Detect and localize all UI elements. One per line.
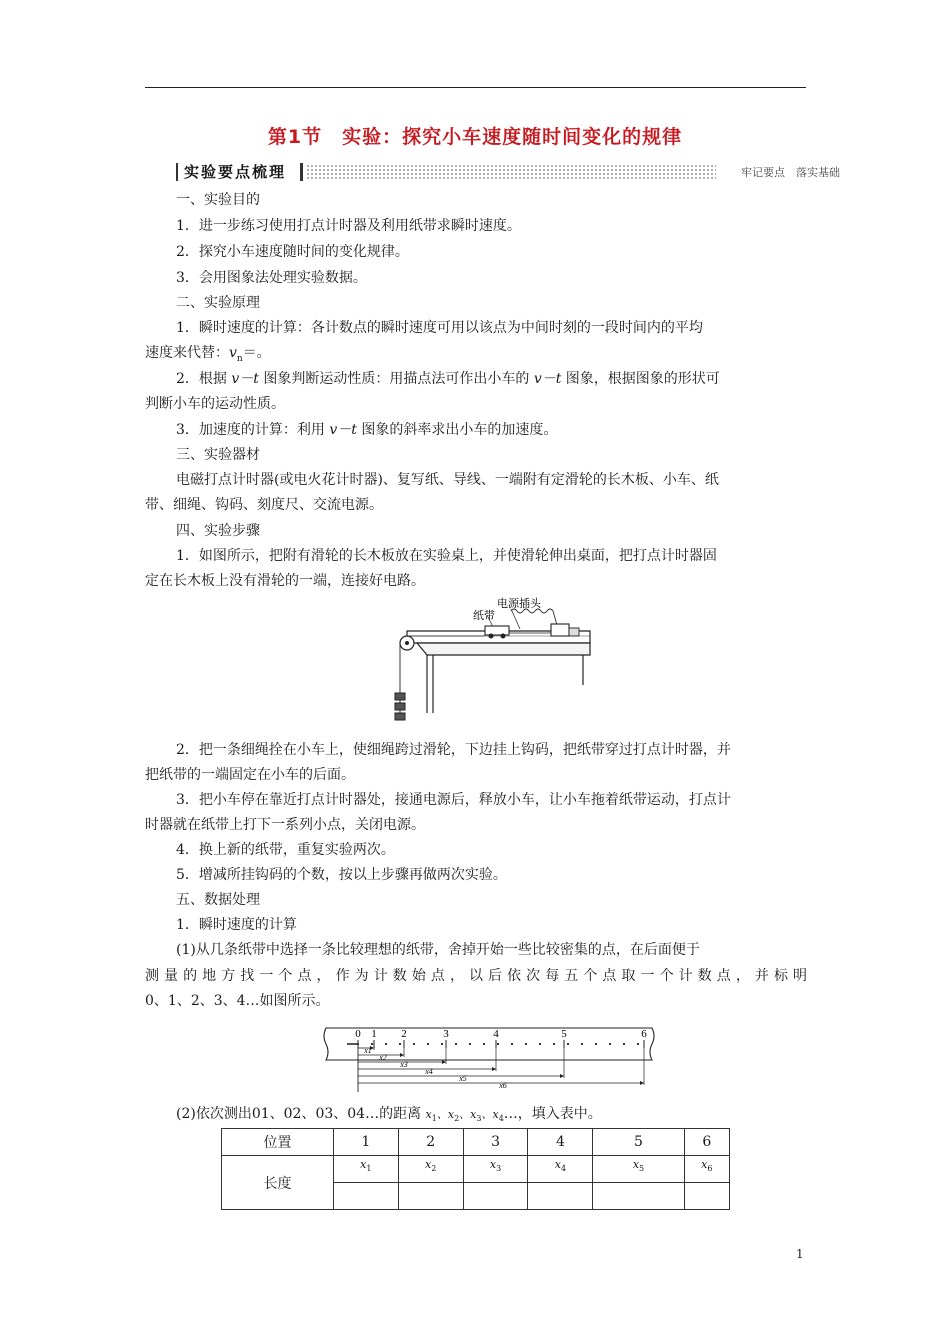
x-symbols: $x_1$、$x_2$、$x_3$、$x_4$ xyxy=(425,1108,504,1124)
table-cell xyxy=(398,1183,463,1210)
tape-dot xyxy=(347,1043,349,1045)
page-number: 1 xyxy=(796,1247,804,1261)
data-table xyxy=(221,1128,730,1210)
distance-label: x6 xyxy=(499,1081,507,1090)
section-heading: 四、实验步骤 xyxy=(176,523,260,539)
table-cell: 6 xyxy=(684,1129,729,1156)
tape-label: 6 xyxy=(641,1028,647,1040)
section-heading: 三、实验器材 xyxy=(176,447,260,463)
paragraph-line xyxy=(176,420,557,440)
paragraph-line: 1．如图所示，把附有滑轮的长木板放在实验桌上，并使滑轮伸出桌面，把打点计时器固 xyxy=(176,548,717,564)
tape-dot xyxy=(355,1043,357,1045)
tape-dot xyxy=(553,1043,555,1045)
tape-dot xyxy=(351,1043,353,1045)
paragraph-line: 3．把小车停在靠近打点计时器处，接通电源后，释放小车，让小车拖着纸带运动，打点计 xyxy=(176,792,731,808)
paragraph-line: 1．瞬时速度的计算 xyxy=(176,917,297,933)
table-cell: x4 xyxy=(528,1156,593,1183)
tape-dot xyxy=(455,1043,457,1045)
tape-dot xyxy=(637,1043,639,1045)
tape-dot xyxy=(581,1043,583,1045)
tape-dot xyxy=(595,1043,597,1045)
v-t-symbol: v－t xyxy=(231,371,259,387)
paragraph-line: 5．增减所挂钩码的个数，按以上步骤再做两次实验。 xyxy=(176,867,507,883)
paragraph-line: 电磁打点计时器(或电火花计时器)、复写纸、导线、一端附有定滑轮的长木板、小车、纸 xyxy=(176,472,719,488)
paragraph-line: 4．换上新的纸带，重复实验两次。 xyxy=(176,842,395,858)
table-cell: 4 xyxy=(528,1129,593,1156)
paragraph-line: 判断小车的运动性质。 xyxy=(145,396,285,412)
banner-dot-pattern xyxy=(306,164,716,180)
tape-dot xyxy=(567,1043,569,1045)
text: …，填入表中。 xyxy=(503,1106,602,1122)
tape-dot xyxy=(385,1043,387,1045)
tape-dot xyxy=(623,1043,625,1045)
text: (2)依次测出01、02、03、04…的距离 xyxy=(176,1106,426,1122)
tape-label: 5 xyxy=(561,1028,567,1040)
text: 图象，根据图象的形状可 xyxy=(561,371,720,387)
v-t-symbol: v－t xyxy=(329,422,357,438)
table-header-cell: 长度 xyxy=(222,1156,334,1210)
table-cell: x2 xyxy=(398,1156,463,1183)
text: 速度来代替： xyxy=(145,345,229,361)
paragraph-line xyxy=(176,369,720,389)
distance-label: x4 xyxy=(425,1067,433,1076)
tape-label: 0 xyxy=(355,1028,361,1040)
tape-label: 4 xyxy=(493,1028,499,1040)
paragraph-line xyxy=(145,343,271,369)
paragraph-line: 时器就在纸带上打下一系列小点，关闭电源。 xyxy=(145,817,425,833)
table-cell: 3 xyxy=(463,1129,528,1156)
list-item: 3．会用图象法处理实验数据。 xyxy=(176,270,367,286)
paragraph-line: 把纸带的一端固定在小车的后面。 xyxy=(145,767,355,783)
text: 3．加速度的计算：利用 xyxy=(176,422,330,438)
tape-dot xyxy=(483,1043,485,1045)
tape-dot xyxy=(349,1043,351,1045)
list-item: 1．进一步练习使用打点计时器及利用纸带求瞬时速度。 xyxy=(176,218,521,234)
apparatus-diagram xyxy=(385,595,600,730)
text: ＝。 xyxy=(242,345,271,361)
table-header-cell: 位置 xyxy=(222,1129,334,1156)
tape-label: 2 xyxy=(401,1028,407,1040)
table-cell: x1 xyxy=(333,1156,398,1183)
table-cell: 5 xyxy=(593,1129,684,1156)
section-banner xyxy=(176,161,846,183)
table-cell xyxy=(333,1183,398,1210)
distance-label: x5 xyxy=(459,1074,467,1083)
tape-dot xyxy=(609,1043,611,1045)
tape-label: 纸带 xyxy=(473,610,495,622)
paper-tape-diagram xyxy=(322,1018,662,1093)
table-cell xyxy=(528,1183,593,1210)
section-heading: 五、数据处理 xyxy=(176,892,260,908)
tape-label: 1 xyxy=(371,1028,377,1040)
paragraph-line: (1)从几条纸带中选择一条比较理想的纸带，舍掉开始一些比较密集的点，在后面便于 xyxy=(176,942,700,958)
paragraph-line: 测量的地方找一个点，作为计数始点，以后依次每五个点取一个计数点，并标明 xyxy=(145,968,807,984)
paragraph-line xyxy=(176,1104,602,1129)
tape-label: 3 xyxy=(443,1028,449,1040)
v-t-symbol: v－t xyxy=(533,371,562,387)
tape-dot xyxy=(525,1043,527,1045)
table-cell xyxy=(684,1183,729,1210)
table-cell: x3 xyxy=(463,1156,528,1183)
banner-label: 实验要点梳理 xyxy=(184,163,287,181)
table-row xyxy=(222,1156,730,1183)
paragraph-line: 2．把一条细绳拴在小车上，使细绳跨过滑轮，下边挂上钩码，把纸带穿过打点计时器，并 xyxy=(176,742,731,758)
table-cell: x5 xyxy=(593,1156,684,1183)
distance-label: x2 xyxy=(379,1053,387,1062)
subscript: n xyxy=(236,353,243,364)
text: 2．根据 xyxy=(176,371,232,387)
tape-dot xyxy=(427,1043,429,1045)
paragraph-line: 定在长木板上没有滑轮的一端，连接好电路。 xyxy=(145,573,425,589)
paragraph-line: 1．瞬时速度的计算：各计数点的瞬时速度可用以该点为中间时刻的一段时间内的平均 xyxy=(176,320,703,336)
table-row xyxy=(222,1129,730,1156)
tape-dot xyxy=(399,1043,401,1045)
plug-label: 电源插头 xyxy=(497,598,541,610)
table-cell xyxy=(593,1183,684,1210)
list-item: 2．探究小车速度随时间的变化规律。 xyxy=(176,244,409,260)
velocity-symbol: v xyxy=(229,345,237,361)
banner-subtitle: 牢记要点 落实基础 xyxy=(741,166,840,179)
tape-dot xyxy=(413,1043,415,1045)
section-heading: 二、实验原理 xyxy=(176,295,260,311)
top-rule xyxy=(145,87,806,88)
table-cell: 1 xyxy=(333,1129,398,1156)
section-heading: 一、实验目的 xyxy=(176,192,260,208)
tape-dot xyxy=(511,1043,513,1045)
tape-dot xyxy=(441,1043,443,1045)
tape-dot xyxy=(469,1043,471,1045)
tape-dot xyxy=(539,1043,541,1045)
tape-dot xyxy=(497,1043,499,1045)
table-cell: x6 xyxy=(684,1156,729,1183)
tape-dot xyxy=(353,1043,355,1045)
tape-dot xyxy=(371,1043,373,1045)
banner-bar xyxy=(176,163,178,181)
paragraph-line: 0、1、2、3、4…如图所示。 xyxy=(145,993,330,1009)
distance-label: x3 xyxy=(400,1060,408,1069)
page-title: 第1节 实验：探究小车速度随时间变化的规律 xyxy=(267,126,683,148)
text: 图象判断运动性质：用描点法可作出小车的 xyxy=(258,371,534,387)
paragraph-line: 带、细绳、钩码、刻度尺、交流电源。 xyxy=(145,497,383,513)
distance-label: x1 xyxy=(364,1046,372,1055)
banner-bar xyxy=(300,163,303,181)
table-cell xyxy=(463,1183,528,1210)
text: 图象的斜率求出小车的加速度。 xyxy=(356,422,558,438)
table-cell: 2 xyxy=(398,1129,463,1156)
